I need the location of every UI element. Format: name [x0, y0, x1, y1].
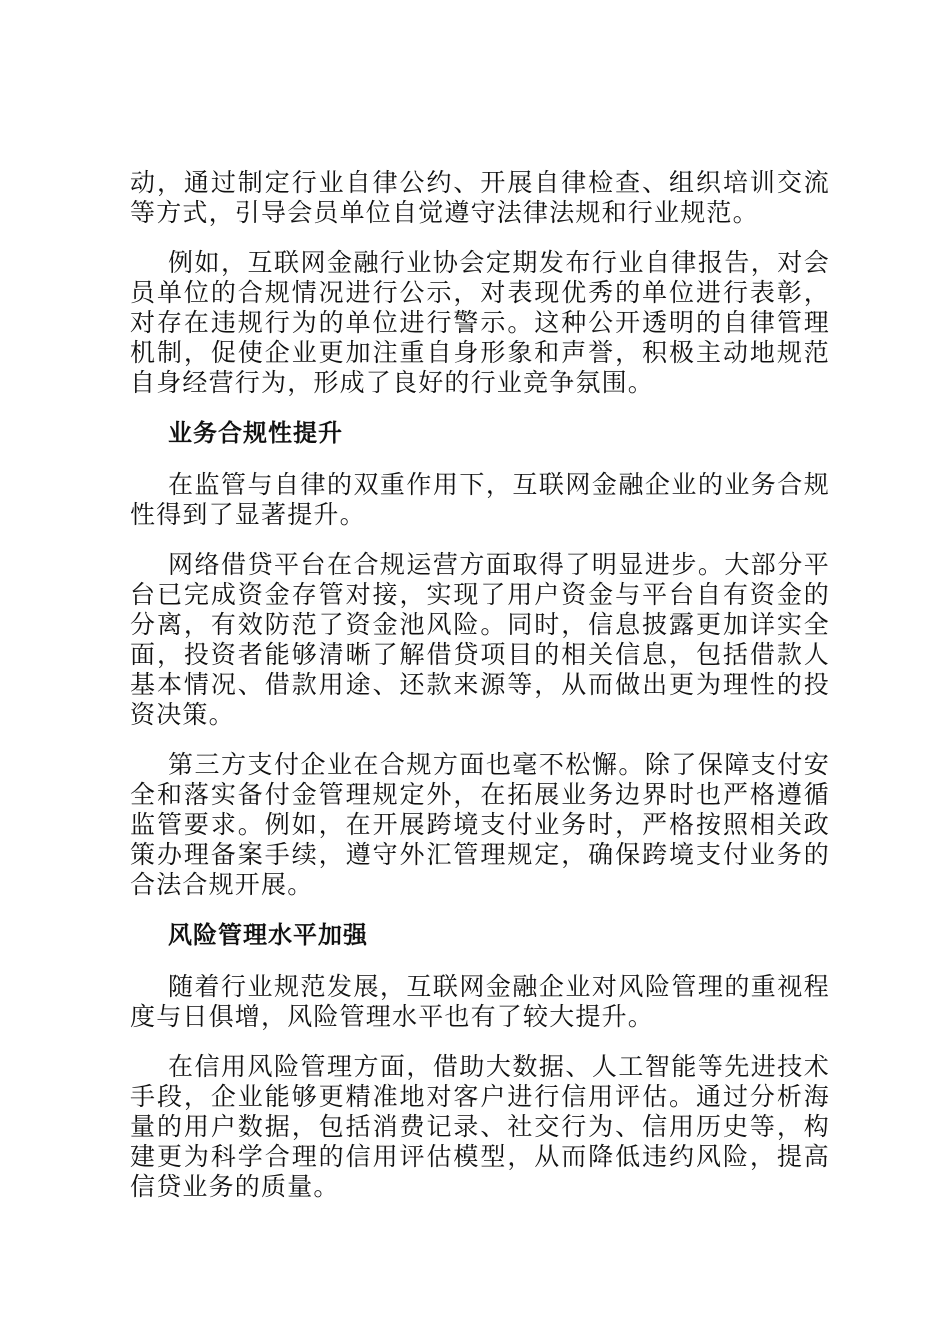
section-heading-risk-management: 风险管理水平加强 — [168, 921, 368, 949]
paragraph-p2p-lending: 网络借贷平台在合规运营方面取得了明显进步。大部分平台已完成资金存管对接，实现了用户资金与平台自有资金的分离，有效防范了资金池风险。同时，信息披露更加详实全面，投资者能够清晰了解借贷项目的相关信息，包括借款人基本情况、借款用途、还款来源等，从而做出更为理性的投资决策。 — [130, 550, 830, 729]
paragraph-third-party-payment: 第三方支付企业在合规方面也毫不松懈。除了保障支付安全和落实备付金管理规定外，在拓展业务边界时也严格遵循监管要求。例如，在开展跨境支付业务时，严格按照相关政策办理备案手续，遵守外汇管理规定，确保跨境支付业务的合法合规开展。 — [130, 750, 830, 899]
paragraph-credit-risk: 在信用风险管理方面，借助大数据、人工智能等先进技术手段，企业能够更精准地对客户进行信用评估。通过分析海量的用户数据，包括消费记录、社交行为、信用历史等，构建更为科学合理的信用评估模型，从而降低违约风险，提高信贷业务的质量。 — [130, 1052, 830, 1201]
document-body — [130, 168, 830, 1222]
paragraph-risk-intro: 随着行业规范发展，互联网金融企业对风险管理的重视程度与日俱增，风险管理水平也有了较大提升。 — [130, 972, 830, 1031]
paragraph-association-example: 例如，互联网金融行业协会定期发布行业自律报告，对会员单位的合规情况进行公示，对表现优秀的单位进行表彰，对存在违规行为的单位进行警示。这种公开透明的自律管理机制，促使企业更加注重自身形象和声誉，积极主动地规范自身经营行为，形成了良好的行业竞争氛围。 — [130, 248, 830, 397]
paragraph-continuation: 动，通过制定行业自律公约、开展自律检查、组织培训交流等方式，引导会员单位自觉遵守法律法规和行业规范。 — [130, 168, 830, 227]
paragraph-compliance-intro: 在监管与自律的双重作用下，互联网金融企业的业务合规性得到了显著提升。 — [130, 470, 830, 529]
section-heading-compliance: 业务合规性提升 — [168, 419, 343, 447]
